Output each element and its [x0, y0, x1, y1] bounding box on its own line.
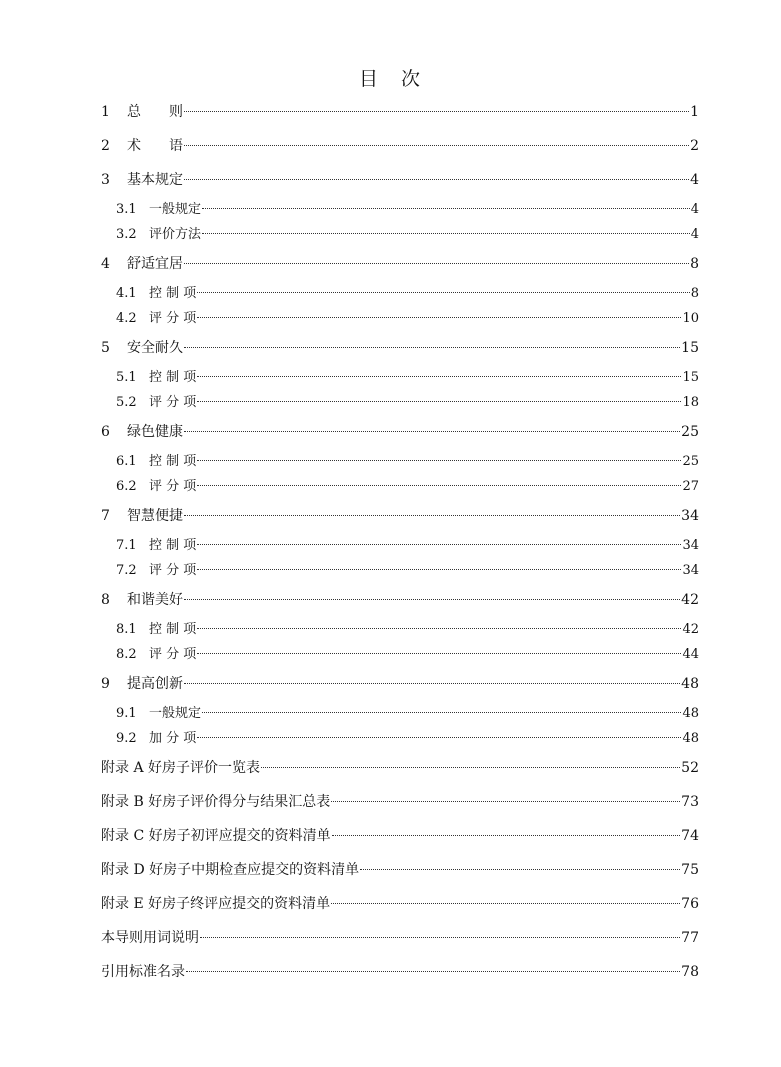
toc-entry[interactable]	[116, 451, 699, 473]
dot-leader	[331, 903, 680, 904]
toc-entry-page: 34	[682, 538, 699, 553]
toc-entry-label: 提高创新	[127, 676, 183, 692]
dot-leader	[200, 937, 680, 938]
toc-entry-number: 5.1	[116, 370, 137, 385]
toc-entry-label: 安全耐久	[127, 340, 183, 356]
toc-entry-number: 2	[101, 138, 110, 154]
toc-entry-label: 评 分 项	[149, 563, 197, 578]
dot-leader	[332, 835, 681, 836]
toc-entry-page: 42	[681, 592, 699, 608]
toc-entry[interactable]	[116, 535, 699, 557]
toc-entry-number: 3.1	[116, 202, 137, 217]
toc-entry-page: 15	[681, 340, 699, 356]
toc-entry-label: 附录 A 好房子评价一览表	[101, 760, 261, 776]
toc-entry-page: 42	[682, 622, 699, 637]
dot-leader	[197, 460, 681, 461]
dot-leader	[360, 869, 680, 870]
toc-entry-label: 智慧便捷	[127, 508, 183, 524]
toc-entry[interactable]	[101, 961, 699, 983]
toc-entry[interactable]	[101, 253, 699, 275]
dot-leader	[197, 317, 681, 318]
toc-entry[interactable]	[101, 893, 699, 915]
dot-leader	[202, 712, 681, 713]
toc-entry-page: 52	[681, 760, 699, 776]
toc-entry[interactable]	[101, 337, 699, 359]
toc-entry-page: 15	[682, 370, 699, 385]
toc-entry-page: 4	[690, 172, 699, 188]
toc-entry-page: 74	[681, 828, 699, 844]
toc-entry-label: 附录 B 好房子评价得分与结果汇总表	[101, 794, 331, 810]
toc-entry[interactable]	[101, 927, 699, 949]
toc-entry-page: 4	[690, 227, 699, 242]
dot-leader	[197, 292, 689, 293]
toc-entry[interactable]	[101, 101, 699, 123]
dot-leader	[184, 111, 689, 112]
toc-entry[interactable]	[116, 199, 699, 221]
toc-entry[interactable]	[116, 560, 699, 582]
toc-entry[interactable]	[101, 757, 699, 779]
toc-entry[interactable]	[116, 308, 699, 330]
toc-entry-label: 控 制 项	[149, 286, 197, 301]
toc-entry-number: 5.2	[116, 395, 137, 410]
toc-entry-number: 8.2	[116, 647, 137, 662]
toc-entry-number: 9.2	[116, 731, 137, 746]
toc-entry-label: 加 分 项	[149, 731, 197, 746]
toc-entry-number: 6.1	[116, 454, 137, 469]
page-title: 目 次	[358, 68, 422, 90]
dot-leader	[197, 485, 681, 486]
toc-entry[interactable]	[101, 135, 699, 157]
toc-entry-page: 75	[681, 862, 699, 878]
toc-entry-label: 评 分 项	[149, 311, 197, 326]
toc-entry-page: 76	[681, 896, 699, 912]
toc-entry[interactable]	[116, 703, 699, 725]
toc-entry-label: 一般规定	[149, 202, 202, 217]
toc-entry-label: 控 制 项	[149, 454, 197, 469]
toc-entry-page: 48	[682, 706, 699, 721]
toc-entry[interactable]	[101, 505, 699, 527]
toc-entry-page: 2	[690, 138, 699, 154]
toc-entry[interactable]	[116, 644, 699, 666]
toc-entry[interactable]	[116, 476, 699, 498]
toc-entry-page: 25	[681, 424, 699, 440]
dot-leader	[197, 653, 681, 654]
dot-leader	[184, 179, 689, 180]
toc-entry-page: 48	[681, 676, 699, 692]
toc-entry-number: 4.2	[116, 311, 137, 326]
toc-entry-label: 控 制 项	[149, 622, 197, 637]
dot-leader	[184, 347, 680, 348]
toc-entry-label: 评 分 项	[149, 479, 197, 494]
toc-entry-number: 9.1	[116, 706, 137, 721]
toc-entry-page: 4	[690, 202, 699, 217]
toc-entry[interactable]	[116, 283, 699, 305]
dot-leader	[197, 628, 681, 629]
toc-entry-number: 6	[101, 424, 110, 440]
toc-entry[interactable]	[116, 367, 699, 389]
dot-leader	[186, 971, 680, 972]
toc-entry-number: 7	[101, 508, 110, 524]
toc-entry-label: 控 制 项	[149, 370, 197, 385]
dot-leader	[184, 145, 689, 146]
toc-entry-page: 18	[682, 395, 699, 410]
dot-leader	[197, 544, 681, 545]
toc-entry-label: 基本规定	[127, 172, 183, 188]
dot-leader	[197, 376, 681, 377]
toc-entry-label: 和谐美好	[127, 592, 183, 608]
dot-leader	[184, 599, 680, 600]
dot-leader	[202, 208, 690, 209]
toc-entry-page: 77	[681, 930, 699, 946]
toc-entry-label: 术 语	[127, 138, 183, 154]
toc-entry-number: 8.1	[116, 622, 137, 637]
toc-entry[interactable]	[116, 224, 699, 246]
dot-leader	[184, 263, 689, 264]
toc-entry-label: 评 分 项	[149, 395, 197, 410]
dot-leader	[184, 683, 680, 684]
toc-entry-label: 绿色健康	[127, 424, 183, 440]
toc-entry-label: 引用标准名录	[101, 964, 185, 980]
toc-entry[interactable]	[101, 169, 699, 191]
toc-entry-label: 附录 C 好房子初评应提交的资料清单	[101, 828, 331, 844]
toc-entry-page: 25	[682, 454, 699, 469]
toc-entry-label: 附录 D 好房子中期检查应提交的资料清单	[101, 862, 360, 878]
toc-entry[interactable]	[101, 859, 699, 881]
toc-entry-label: 控 制 项	[149, 538, 197, 553]
dot-leader	[197, 569, 681, 570]
toc-entry-page: 73	[681, 794, 699, 810]
toc-entry[interactable]	[101, 825, 699, 847]
toc-entry-number: 7.2	[116, 563, 137, 578]
toc-entry-page: 48	[682, 731, 699, 746]
toc-entry-page: 8	[690, 256, 699, 272]
toc-entry-page: 34	[682, 563, 699, 578]
toc-entry-label: 舒适宜居	[127, 256, 183, 272]
dot-leader	[331, 801, 680, 802]
dot-leader	[261, 767, 680, 768]
toc-entry-page: 44	[682, 647, 699, 662]
toc-entry-page: 34	[681, 508, 699, 524]
toc-entry-label: 附录 E 好房子终评应提交的资料清单	[101, 896, 331, 912]
toc-entry[interactable]	[101, 589, 699, 611]
toc-entry-number: 8	[101, 592, 110, 608]
toc-entry-page: 1	[690, 104, 699, 120]
toc-entry-number: 9	[101, 676, 110, 692]
dot-leader	[202, 233, 690, 234]
toc-entry-page: 27	[682, 479, 699, 494]
toc-entry-page: 78	[681, 964, 699, 980]
toc-entry-number: 3	[101, 172, 110, 188]
toc-entry-label: 总 则	[127, 104, 183, 120]
toc-entry-label: 评 分 项	[149, 647, 197, 662]
toc-entry[interactable]	[116, 619, 699, 641]
toc-entry-number: 4	[101, 256, 110, 272]
toc-entry[interactable]	[101, 673, 699, 695]
toc-entry-label: 本导则用词说明	[101, 930, 199, 946]
toc-entry[interactable]	[101, 791, 699, 813]
toc-entry-number: 5	[101, 340, 110, 356]
toc-entry-number: 7.1	[116, 538, 137, 553]
toc-entry-number: 3.2	[116, 227, 137, 242]
toc-entry-number: 6.2	[116, 479, 137, 494]
toc-entry[interactable]	[101, 421, 699, 443]
dot-leader	[197, 401, 681, 402]
toc-entry-number: 1	[101, 104, 110, 120]
toc-entry-label: 评价方法	[149, 227, 202, 242]
toc-entry[interactable]	[116, 728, 699, 750]
toc-entry-page: 8	[690, 286, 699, 301]
toc-entry-label: 一般规定	[149, 706, 202, 721]
toc-entry-number: 4.1	[116, 286, 137, 301]
toc-entry-page: 10	[682, 311, 699, 326]
toc-entry[interactable]	[116, 392, 699, 414]
dot-leader	[184, 431, 680, 432]
dot-leader	[184, 515, 680, 516]
dot-leader	[197, 737, 681, 738]
